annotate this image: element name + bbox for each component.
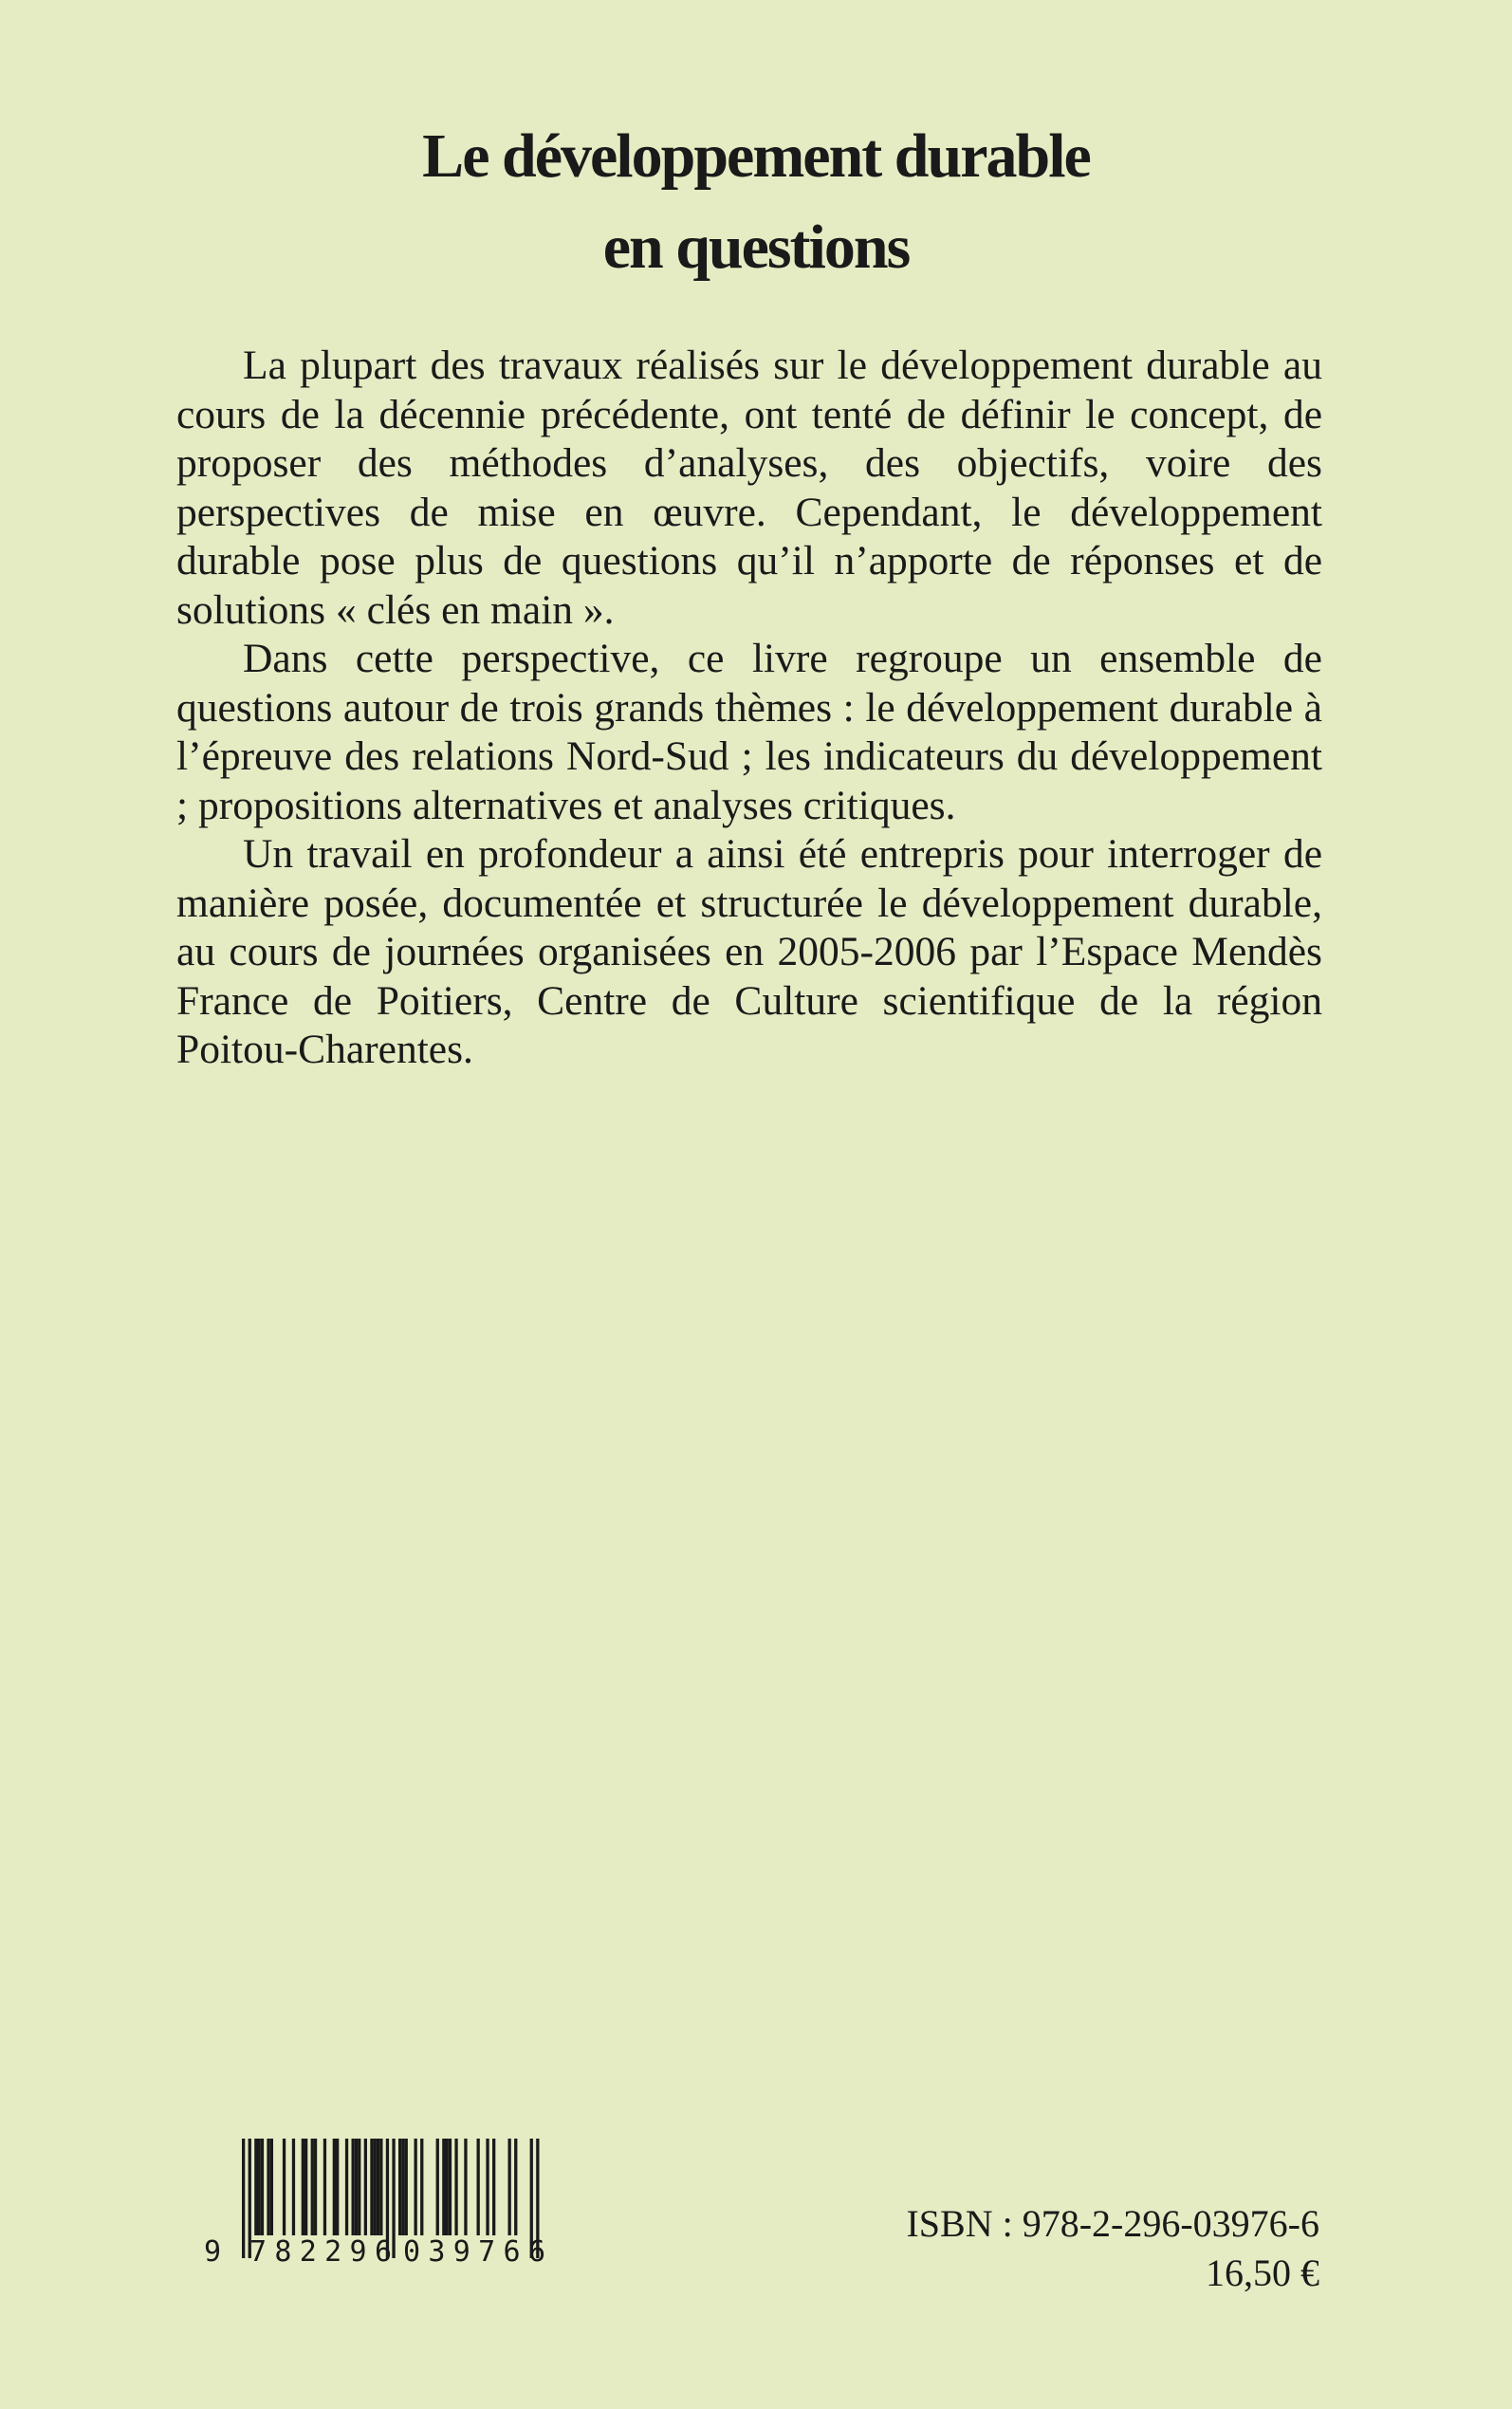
barcode-bar <box>352 2139 355 2235</box>
blurb-paragraph-2: Dans cette perspective, ce livre regroupe un ensemble de questions autour de trois grands thèmes : le développement durable à l’épreuve des relations Nord-Sud ; les indicateurs du développement ; propositions alternatives et analyses critiques. <box>176 636 1322 828</box>
barcode-graphic <box>200 2139 584 2264</box>
barcode-bar <box>401 2139 404 2235</box>
barcode-bar <box>314 2139 317 2235</box>
ean-barcode <box>200 2139 584 2264</box>
barcode-first-digit: 9 <box>204 2235 222 2264</box>
barcode-bar <box>454 2139 457 2235</box>
barcode-bar <box>420 2139 423 2235</box>
barcode-bar <box>370 2139 373 2235</box>
blurb <box>176 342 1322 1075</box>
barcode-bar <box>254 2139 257 2235</box>
blurb-paragraph-1: La plupart des travaux réalisés sur le développement durable au cours de la décennie précédente, ont tenté de définir le concept, de proposer des méthodes d’analyses, des objectifs, voire des perspectives de mise en œuvre. Cependant, le développement durable pose plus de questions qu’il n’apporte de réponses et de solutions « clés en main ». <box>176 343 1322 633</box>
barcode-bar <box>311 2139 314 2235</box>
blurb-paragraph-3: Un travail en profondeur a ainsi été entrepris pour interroger de manière posée, documentée et structurée le développement durable, au cours de journées organisées en 2005-2006 par l’Espace Mendès France de Poitiers, Centre de Culture scientifique de la région Poitou-Charentes. <box>176 831 1322 1072</box>
barcode-bar <box>492 2139 495 2235</box>
barcode-bar <box>374 2139 377 2235</box>
barcode-bar <box>446 2139 449 2235</box>
barcode-bar <box>377 2139 379 2235</box>
barcode-bar <box>336 2139 339 2235</box>
barcode-bar <box>392 2139 395 2258</box>
barcode-bar <box>302 2139 304 2235</box>
barcode-bar <box>364 2139 367 2235</box>
barcode-bar <box>477 2139 480 2235</box>
barcode-bar <box>358 2139 360 2235</box>
barcode-bar <box>304 2139 307 2235</box>
book-title-line-1: Le développement durable <box>422 121 1090 191</box>
price: 16,50 € <box>1206 2251 1319 2294</box>
barcode-bar <box>267 2139 269 2235</box>
barcode-bar <box>333 2139 336 2235</box>
barcode-bar <box>355 2139 358 2235</box>
barcode-bar <box>405 2139 408 2235</box>
barcode-bar <box>261 2139 264 2235</box>
barcode-bar <box>270 2139 273 2235</box>
barcode-bar <box>345 2139 348 2235</box>
barcode-right-digits: 039766 <box>403 2235 545 2264</box>
barcode-bar <box>323 2139 326 2235</box>
barcode-bar <box>258 2139 261 2235</box>
barcode-bar <box>486 2139 489 2235</box>
barcode-bar <box>442 2139 445 2235</box>
barcode-bar <box>436 2139 439 2235</box>
barcode-bar <box>292 2139 295 2235</box>
barcode-bar <box>398 2139 401 2235</box>
barcode-bar <box>449 2139 452 2235</box>
barcode-bar <box>379 2139 382 2235</box>
barcode-bar <box>242 2139 245 2258</box>
barcode-bar <box>415 2139 417 2235</box>
barcode-bar <box>508 2139 511 2235</box>
isbn-number: ISBN : 978-2-296-03976-6 <box>906 2202 1319 2245</box>
barcode-bar <box>464 2139 467 2235</box>
barcode-bar <box>283 2139 286 2235</box>
barcode-left-digits: 782296 <box>249 2235 392 2264</box>
barcode-bar <box>514 2139 517 2235</box>
book-title-line-2: en questions <box>602 213 910 282</box>
